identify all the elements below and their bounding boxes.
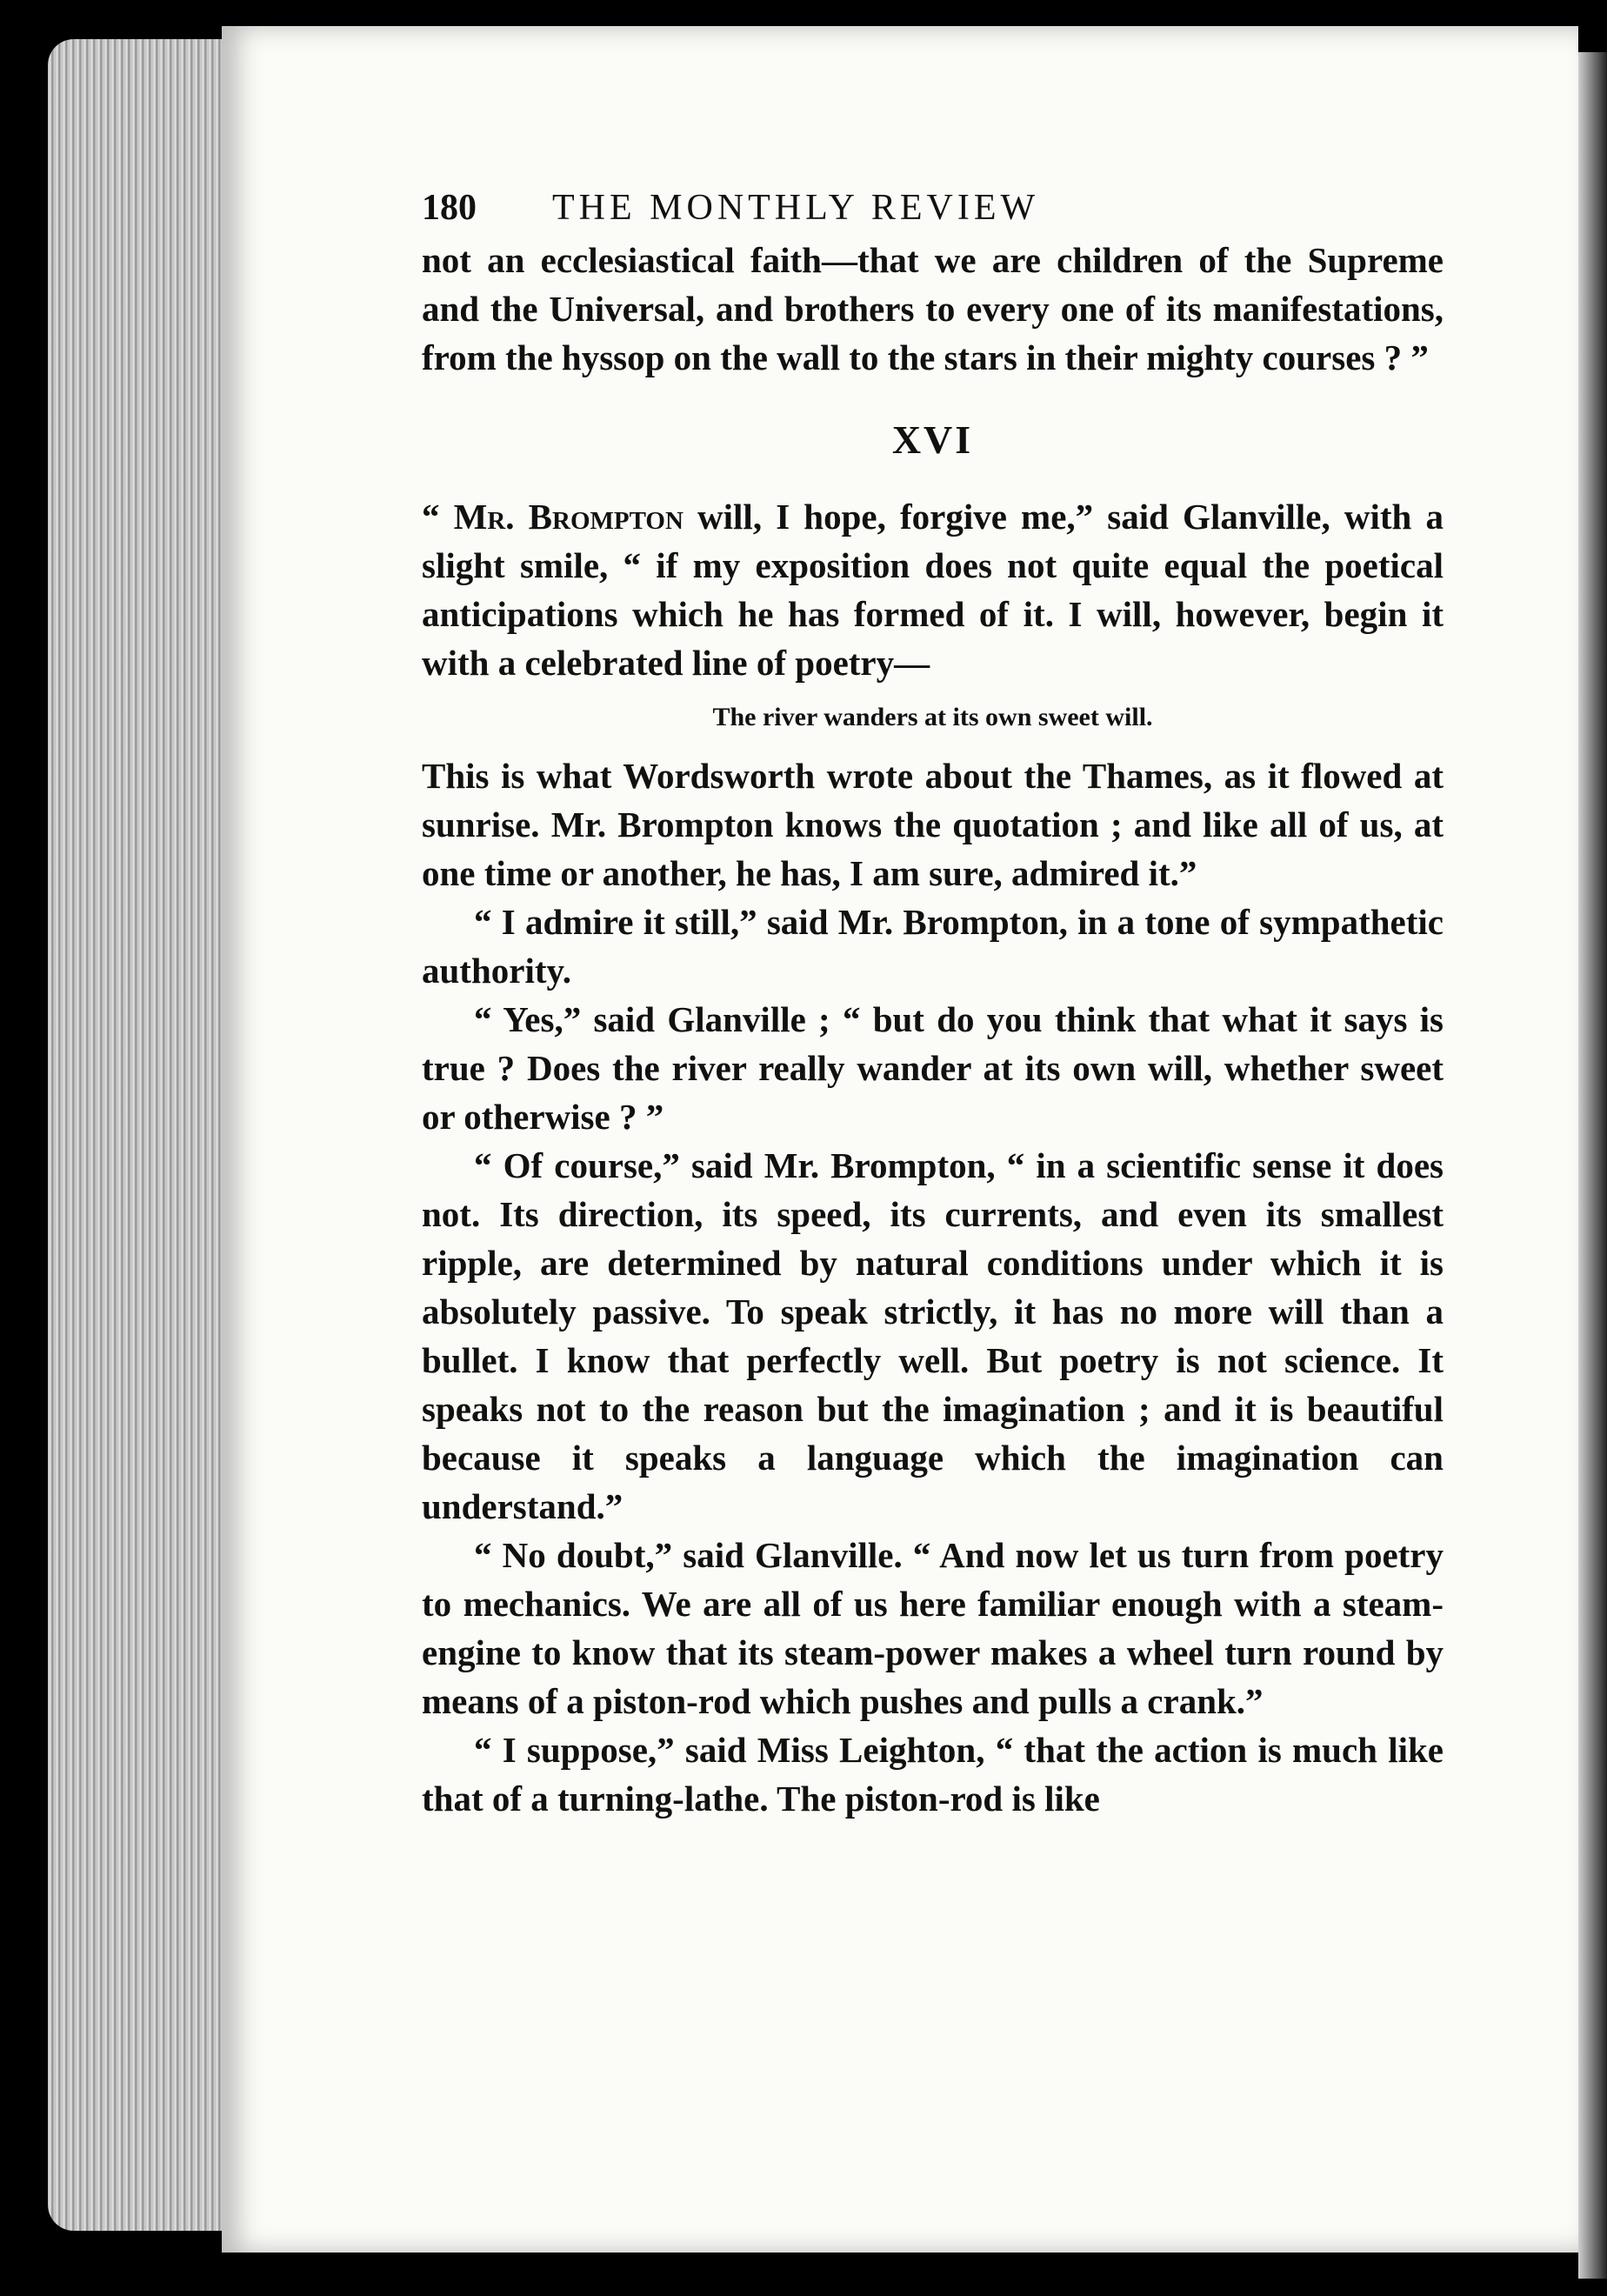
paragraph-no-doubt: “ No doubt,” said Glanville. “ And now let us turn from poetry to mechanics. We are all of us here familiar enough with a steam-engine to know that its steam-power makes a wheel turn round by means of a piston-rod which pushes and pulls a crank.” — [422, 1535, 1444, 1721]
paragraph-continuation: not an ecclesiastical faith—that we are children of the Supreme and the Universal, and brothers to every one of its manifestations, from the hyssop on the wall to the stars in their mighty courses ? ” — [422, 240, 1444, 377]
paragraph-suppose: “ I suppose,” said Miss Leighton, “ that the action is much like that of a turning-lathe. The piston-rod is like — [422, 1730, 1444, 1819]
book-page — [222, 26, 1578, 2253]
paragraph-wordsworth: This is what Wordsworth wrote about the Thames, as it flowed at sunrise. Mr. Brompton knows the quotation ; and like all of us, at one time or another, he has, I am sure, admired it.” — [422, 756, 1444, 893]
text-block — [422, 187, 1444, 1823]
chapter-heading: XVI — [891, 417, 974, 462]
running-head — [422, 187, 1444, 229]
paragraph-yes: “ Yes,” said Glanville ; “ but do you think that what it says is true ? Does the river really wander at its own will, whether sweet or otherwise ? ” — [422, 999, 1444, 1137]
block-quote: The river wanders at its own sweet will. — [712, 703, 1153, 731]
speaker-name: “ Mr. Brompton — [422, 497, 683, 537]
paragraph-admire: “ I admire it still,” said Mr. Brompton, in a tone of sympathetic authority. — [422, 902, 1444, 991]
book-right-edge — [1578, 52, 1607, 2279]
paragraph-text: will, I hope, forgive me,” said Glanville, with a slight smile, “ if my exposition does not quite equal the poetical anticipations which he has formed of it. I will, however, begin it with a celebrated line of poetry— — [422, 497, 1444, 683]
paragraph-glanville-intro — [422, 492, 1444, 687]
page-number: 180 — [422, 188, 477, 228]
book-page-edges — [48, 39, 230, 2231]
running-title: THE MONTHLY REVIEW — [552, 188, 1040, 228]
paragraph-of-course: “ Of course,” said Mr. Brompton, “ in a scientific sense it does not. Its direction, its speed, its currents, and even its smallest ripple, are determined by natural conditions under which it is absolutely passive. To speak strictly, it has no more will than a bullet. I know that perfectly well. But poetry is not science. It speaks not to the reason but the imagination ; and it is beautiful because it speaks a language which the imagination can understand.” — [422, 1145, 1444, 1526]
